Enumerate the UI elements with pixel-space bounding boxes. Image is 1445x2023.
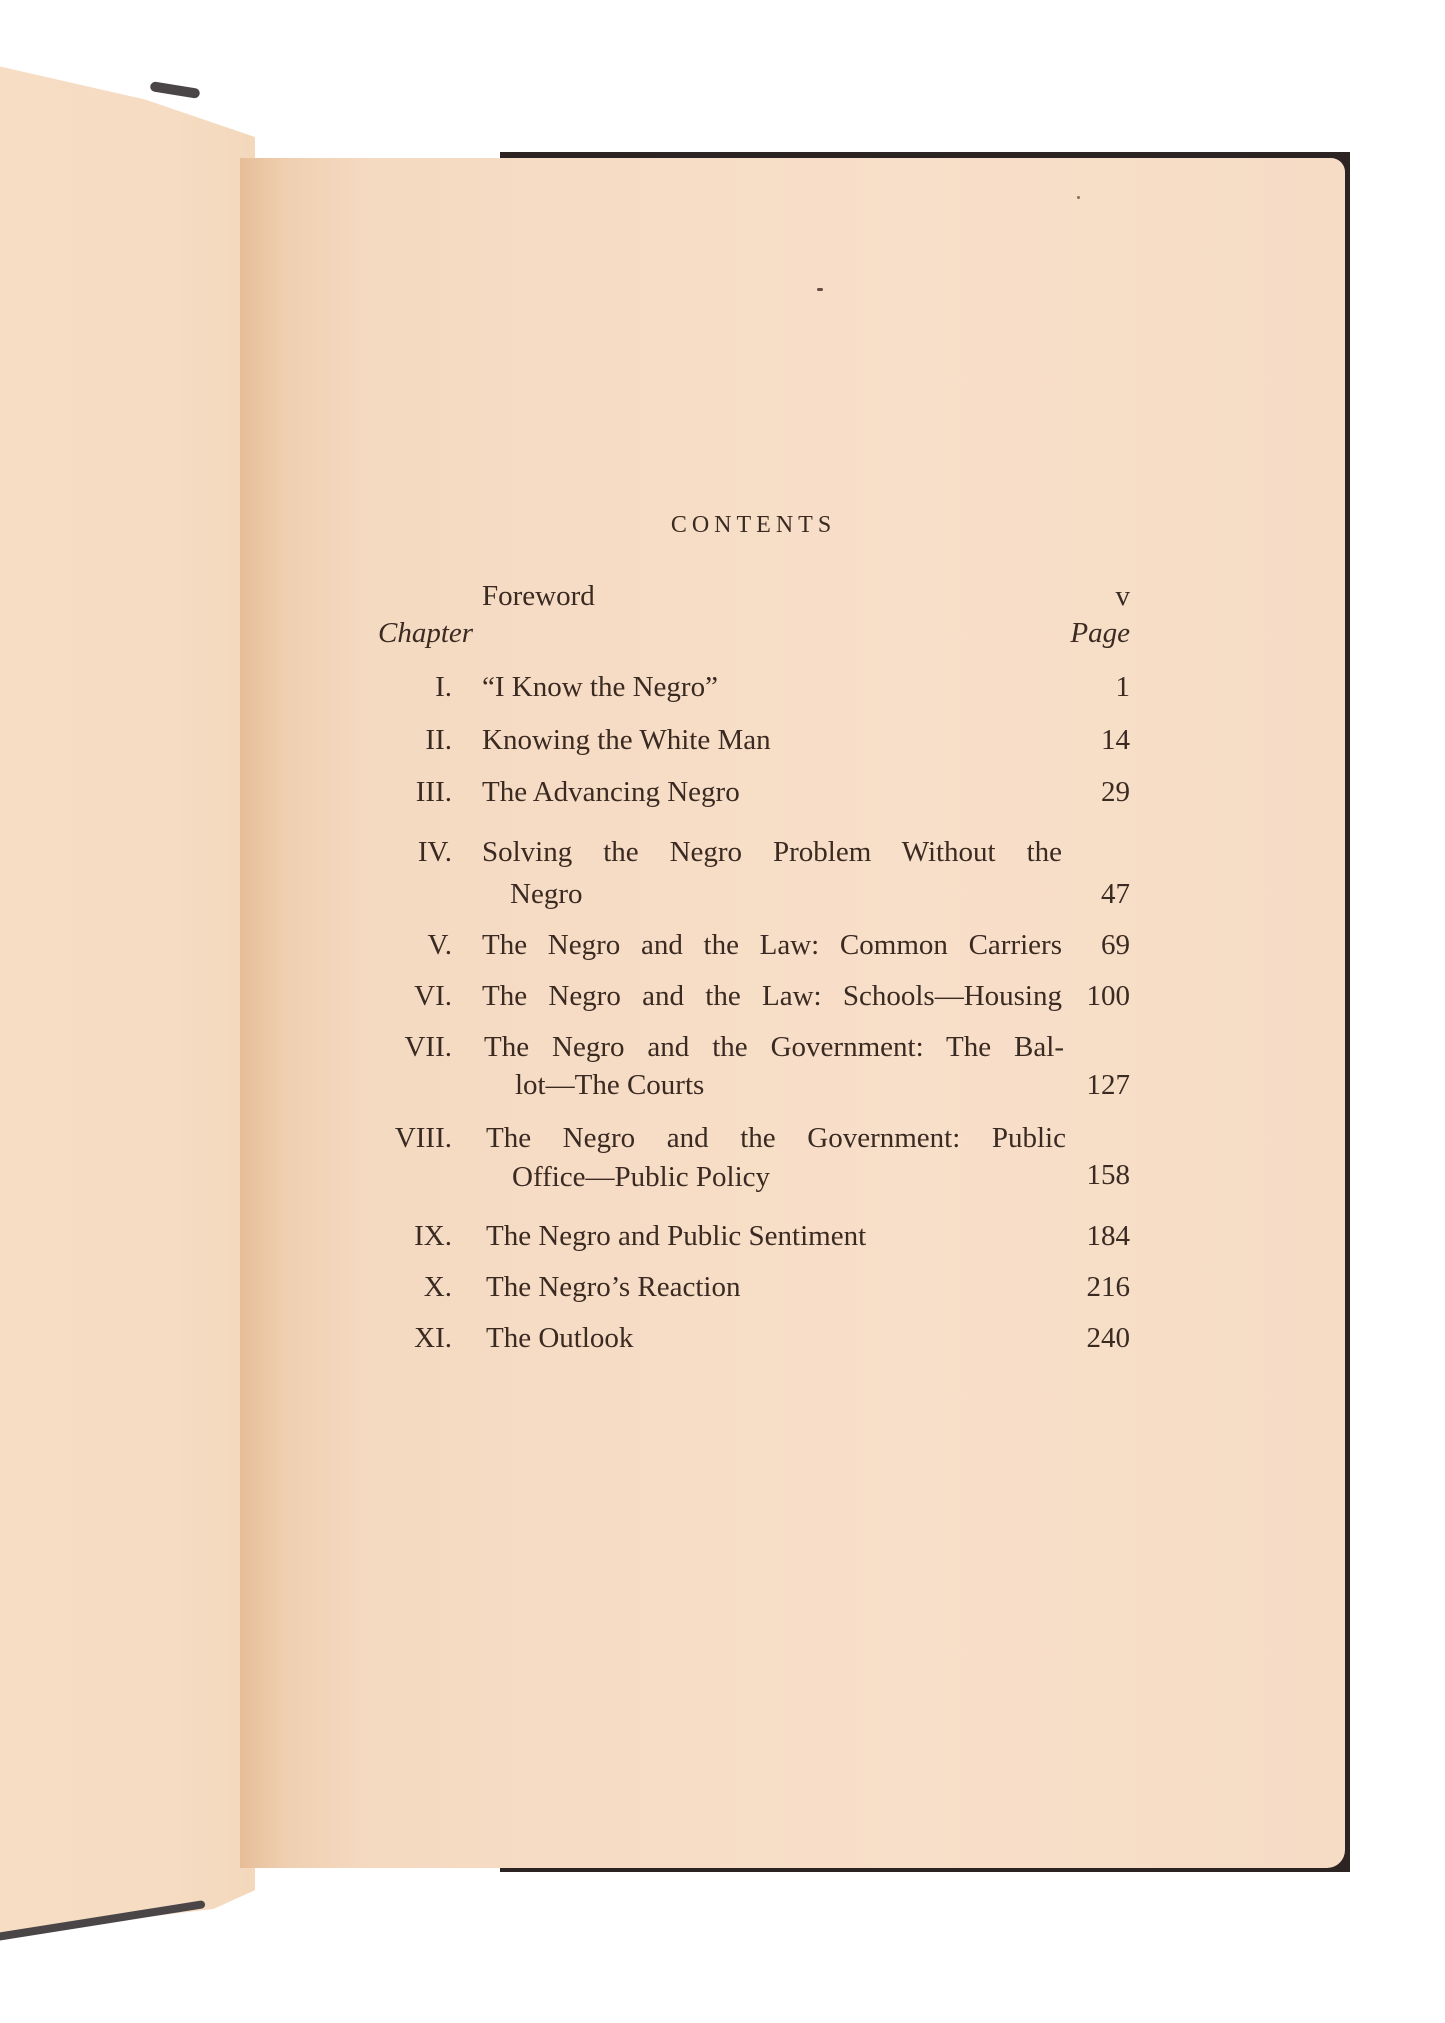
chapter-page: 100	[1086, 980, 1130, 1012]
chapter-number: I.	[435, 671, 452, 703]
chapter-title: The Negro and Public Sentiment	[486, 1220, 867, 1252]
chapter-page: 14	[1101, 724, 1130, 756]
chapter-title: The Negro’s Reaction	[486, 1271, 741, 1303]
toc-row	[380, 669, 1130, 722]
toc-row	[380, 834, 1130, 927]
paper-speck	[1077, 196, 1080, 199]
chapter-title: The Negro and the Government: The Bal-	[484, 1031, 1064, 1063]
contents-heading: CONTENTS	[670, 512, 837, 538]
chapter-page: 158	[1086, 1159, 1130, 1191]
foreword-row	[380, 578, 1130, 615]
chapter-title: The Negro and the Law: Schools—Housing	[482, 980, 1062, 1012]
chapter-page: 69	[1101, 929, 1130, 961]
toc-row	[380, 722, 1130, 774]
chapter-number: IX.	[414, 1220, 452, 1252]
chapter-page: 240	[1086, 1322, 1130, 1354]
foreword-page: v	[1115, 580, 1130, 612]
chapter-number: XI.	[414, 1322, 452, 1354]
chapter-number: VI.	[414, 980, 452, 1012]
table-of-contents	[380, 578, 1130, 1371]
foreword-label: Foreword	[482, 580, 595, 612]
chapter-title: “I Know the Negro”	[482, 671, 718, 703]
chapter-header: Chapter	[378, 617, 474, 649]
chapter-number: II.	[425, 724, 452, 756]
chapter-number: V.	[427, 929, 452, 961]
chapter-title: Knowing the White Man	[482, 724, 771, 756]
chapter-title: Solving the Negro Problem Without the	[482, 836, 1062, 868]
toc-row	[380, 1120, 1130, 1218]
toc-row	[380, 1029, 1130, 1120]
left-cover-edge-top	[150, 81, 201, 99]
chapter-number: III.	[415, 776, 452, 808]
toc-row	[380, 1269, 1130, 1320]
toc-row	[380, 927, 1130, 978]
chapter-page: 216	[1086, 1271, 1130, 1303]
chapter-title-continued: Office—Public Policy	[512, 1161, 771, 1193]
chapter-number: X.	[423, 1271, 452, 1303]
toc-row	[380, 1320, 1130, 1371]
chapter-number: IV.	[417, 836, 452, 868]
page-header: Page	[1070, 617, 1130, 649]
chapter-title: The Advancing Negro	[482, 776, 740, 808]
left-page	[0, 62, 255, 1937]
chapter-title-continued: Negro	[510, 878, 583, 910]
toc-row	[380, 978, 1130, 1029]
chapter-title: The Outlook	[486, 1322, 634, 1354]
chapter-title: The Negro and the Law: Common Carriers	[482, 929, 1062, 961]
chapter-page: 1	[1115, 671, 1130, 703]
column-headers	[380, 615, 1130, 669]
chapter-title-continued: lot—The Courts	[515, 1069, 705, 1101]
paper-speck	[817, 288, 823, 291]
chapter-page: 127	[1086, 1069, 1130, 1101]
toc-row	[380, 774, 1130, 834]
chapter-title: The Negro and the Government: Public	[486, 1122, 1066, 1154]
chapter-number: VII.	[404, 1031, 452, 1063]
toc-row	[380, 1218, 1130, 1269]
chapter-page: 184	[1086, 1220, 1130, 1252]
chapter-page: 29	[1101, 776, 1130, 808]
chapter-number: VIII.	[394, 1122, 452, 1154]
chapter-page: 47	[1101, 878, 1130, 910]
